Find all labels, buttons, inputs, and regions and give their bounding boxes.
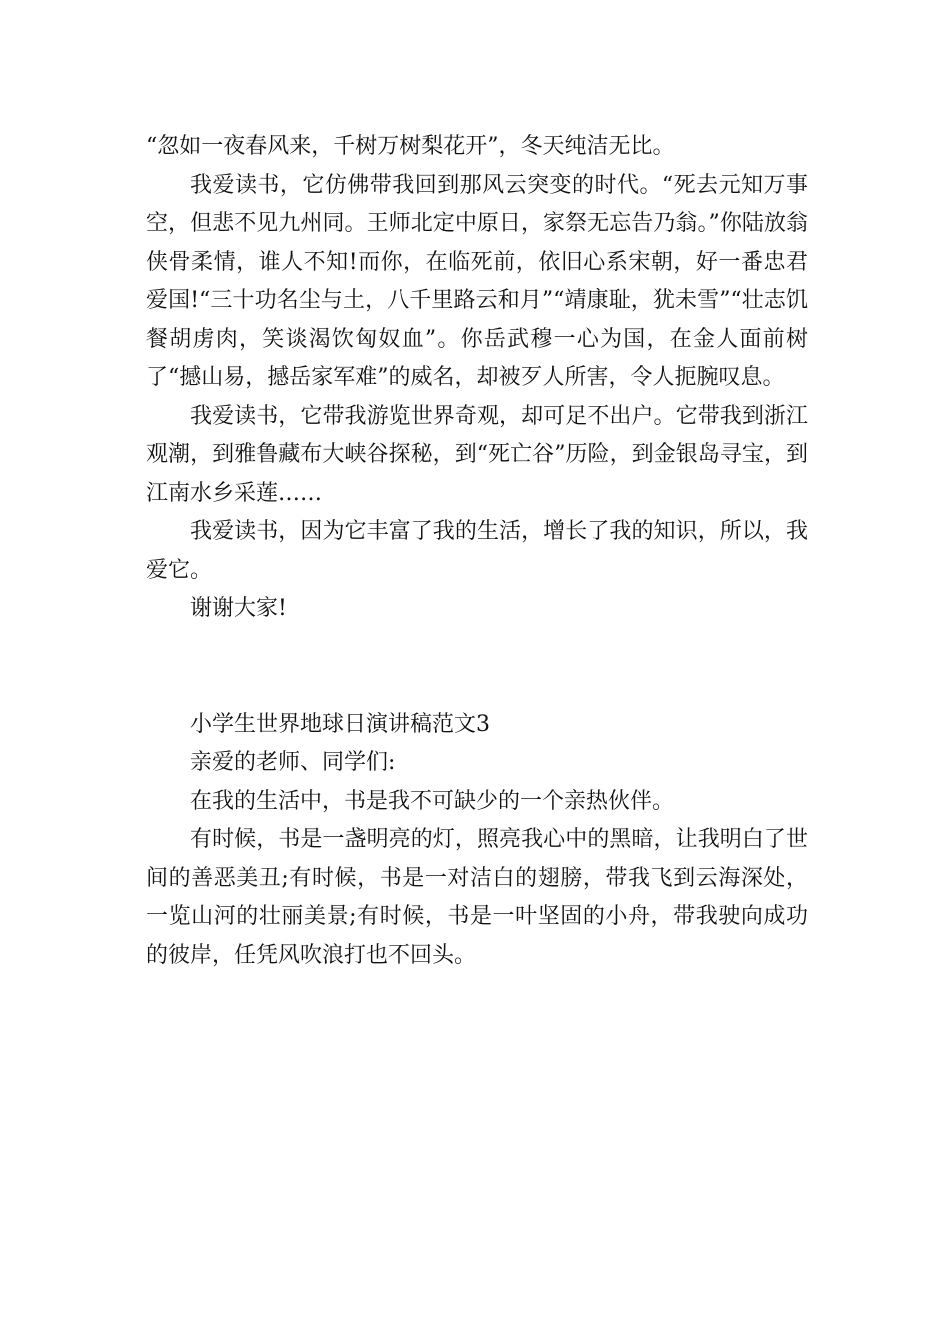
paragraph-conclusion: 我爱读书，因为它丰富了我的生活，增长了我的知识，所以，我爱它。 — [146, 519, 808, 583]
paragraph-metaphors: 有时候，书是一盏明亮的灯，照亮我心中的黑暗，让我明白了世间的善恶美丑;有时候，书是一对洁白的翅膀，带我飞到云海深处，一览山河的壮丽美景;有时候，书是一叶坚固的小舟，带我驶向成功的彼岸，任凭风吹浪打也不回头。 — [146, 827, 808, 968]
paragraph-history: 我爱读书，它仿佛带我回到那风云突变的时代。“死去元知万事空，但悲不见九州同。王师北定中原日，家祭无忘告乃翁。”你陆放翁侠骨柔情，谁人不知!而你，在临死前，依旧心系宋朝，好一番忠君爱国!“三十功名尘与土，八千里路云和月”“靖康耻，犹未雪”“壮志饥餐胡虏肉，笑谈渴饮匈奴血”。你岳武穆一心为国，在金人面前树了“撼山易，撼岳家军难”的威名，却被歹人所害，令人扼腕叹息。 — [146, 172, 808, 390]
section-spacer — [146, 629, 808, 706]
paragraph-companion: 在我的生活中，书是我不可缺少的一个亲热伙伴。 — [190, 788, 675, 814]
paragraph-thanks: 谢谢大家! — [190, 596, 287, 621]
paragraph-travel: 我爱读书，它带我游览世界奇观，却可足不出户。它带我到浙江观潮，到雅鲁藏布大峡谷探秘，到“死亡谷”历险，到金银岛寻宝，到江南水乡采莲…… — [146, 403, 808, 506]
document-body — [146, 128, 808, 975]
section-title: 小学生世界地球日演讲稿范文3 — [190, 711, 490, 737]
paragraph-greeting: 亲爱的老师、同学们: — [190, 750, 396, 775]
paragraph-poem-winter: “忽如一夜春风来，千树万树梨花开”，冬天纯洁无比。 — [146, 134, 675, 159]
